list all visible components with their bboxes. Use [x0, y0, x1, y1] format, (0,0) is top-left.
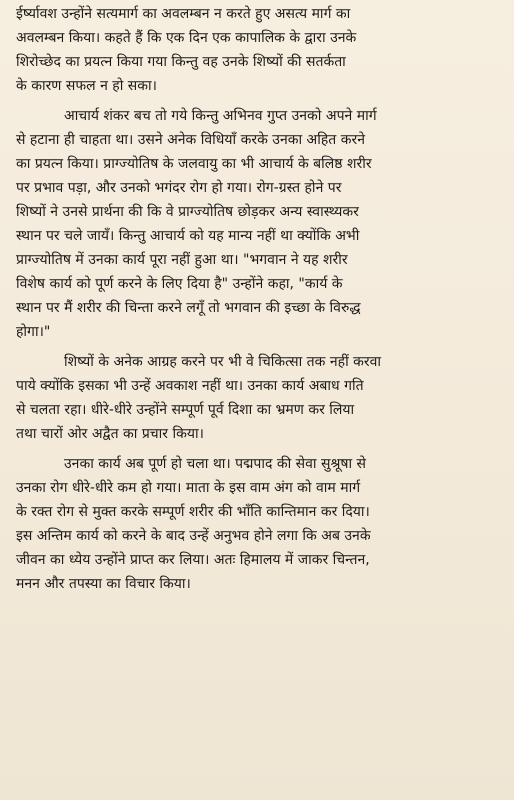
text-line: ईर्ष्यावश उन्होंने सत्यमार्ग का अवलम्बन न करते हुए असत्य मार्ग का [16, 6, 351, 22]
paragraph-3 [16, 350, 502, 446]
page-text [16, 2, 502, 602]
text-line: से चलता रहा। धीरे-धीरे उन्होंने सम्पूर्ण पूर्व दिशा का भ्रमण कर लिया [16, 402, 355, 418]
text-line: शिष्यों ने उनसे प्रार्थना की कि वे प्राग्ज्योतिष छोड़कर अन्य स्वास्थ्यकर [16, 204, 359, 220]
text-line: उनका रोग धीरे-धीरे कम हो गया। माता के इस वाम अंग को वाम मार्ग [16, 480, 361, 496]
text-line: शिष्यों के अनेक आग्रह करने पर भी वे चिकित्सा तक नहीं करवा [64, 354, 382, 370]
text-line: पाये क्योंकि इसका भी उन्हें अवकाश नहीं था। उनका कार्य अबाध गति [16, 378, 364, 394]
text-line: के रक्त रोग से मुक्त करके सम्पूर्ण शरीर की भाँति कान्तिमान कर दिया। [16, 504, 370, 520]
text-line: स्थान पर चले जायँ। किन्तु आचार्य को यह मान्य नहीं था क्योंकि अभी [16, 228, 360, 244]
text-line: का प्रयत्न किया। प्राग्ज्योतिष के जलवायु का भी आचार्य के बलिष्ठ शरीर [16, 156, 372, 172]
paragraph-1 [16, 2, 502, 98]
paragraph-4 [16, 452, 502, 596]
text-line: तथा चारों ओर अद्वैत का प्रचार किया। [16, 426, 204, 442]
text-line: पर प्रभाव पड़ा, और उनको भगंदर रोग हो गया। रोग-ग्रस्त होने पर [16, 180, 342, 196]
text-line: प्राग्ज्योतिष में उनका कार्य पूरा नहीं हुआ था। "भगवान ने यह शरीर [16, 252, 348, 268]
text-line: होगा।" [16, 324, 51, 340]
text-line: आचार्य शंकर बच तो गये किन्तु अभिनव गुप्त उनको अपने मार्ग [64, 108, 377, 124]
text-line: विशेष कार्य को पूर्ण करने के लिए दिया है" उन्होंने कहा, "कार्य के [16, 276, 343, 292]
text-line: उनका कार्य अब पूर्ण हो चला था। पद्मपाद की सेवा सुश्रूषा से [64, 456, 367, 472]
text-line: अवलम्बन किया। कहते हैं कि एक दिन एक कापालिक के द्वारा उनके [16, 30, 357, 46]
text-line: मनन और तपस्या का विचार किया। [16, 576, 191, 592]
text-line: के कारण सफल न हो सका। [16, 78, 157, 94]
text-line: इस अन्तिम कार्य को करने के बाद उन्हें अनुभव होने लगा कि अब उनके [16, 528, 371, 544]
paragraph-2 [16, 104, 502, 344]
text-line: स्थान पर मैं शरीर की चिन्ता करने लगूँ तो भगवान की इच्छा के विरुद्ध [16, 300, 361, 316]
text-line: जीवन का ध्येय उन्होंने प्राप्त कर लिया। अतः हिमालय में जाकर चिन्तन, [16, 552, 370, 568]
text-line: शिरोच्छेद का प्रयत्न किया गया किन्तु वह उनके शिष्यों की सतर्कता [16, 54, 346, 70]
text-line: से हटाना ही चाहता था। उसने अनेक विधियाँ करके उनका अहित करने [16, 132, 365, 148]
